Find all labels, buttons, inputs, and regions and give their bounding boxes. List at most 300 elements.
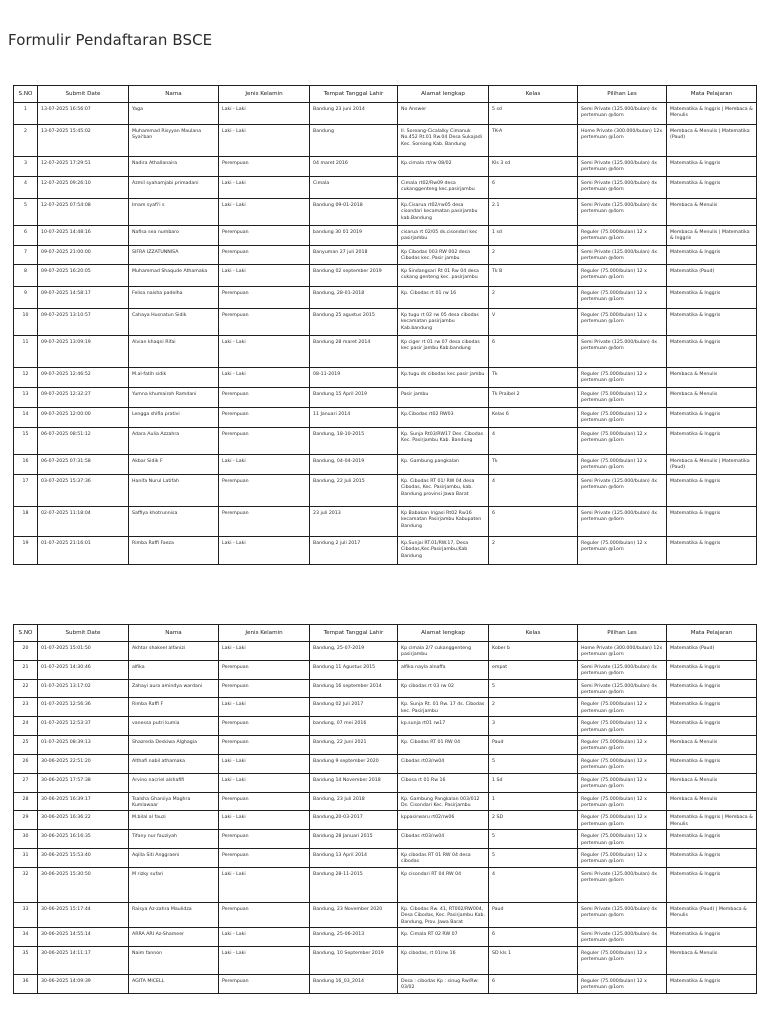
jenis-kelamin-cell: Perempuan — [219, 157, 310, 177]
table-row — [14, 506, 757, 536]
nama-cell: Aqilla Siti Anggraeni — [129, 848, 219, 867]
submit-date-cell: 12-07-2025 09:26:10 — [38, 177, 129, 199]
tempat-tanggal-lahir-cell: Bandung 11 Agustus 2015 — [310, 660, 398, 679]
alamat-cell: No Answer — [398, 103, 489, 125]
mata-pelajaran-cell: Matematika & Inggris — [667, 754, 757, 773]
table-header-row — [14, 625, 757, 642]
table-body — [14, 103, 757, 565]
pilihan-les-cell: Semi Private (125.000/bulan) 4x pertemuan @4orn — [578, 177, 667, 199]
nama-cell: Yaga — [129, 103, 219, 125]
pilihan-les-cell: Reguler (75.000/bulan) 12 x pertemuan @1orn — [578, 387, 667, 407]
alamat-cell: Kp Sindangsari Rt 01 Rw 04 desa cukang genteng kec. pasirjambu — [398, 264, 489, 286]
jenis-kelamin-cell: Laki - Laki — [219, 773, 310, 792]
alamat-cell: Kp Cibodas 003 RW 002 desa Cibodas kec. Pasir jambu — [398, 246, 489, 265]
pilihan-les-cell: Reguler (75.000/bulan) 12 x pertemuan @1orn — [578, 946, 667, 974]
pilihan-les-cell: Reguler (75.000/bulan) 12 x pertemuan @1orn — [578, 407, 667, 427]
pilihan-les-cell: Reguler (75.000/bulan) 12 x pertemuan @1orn — [578, 830, 667, 849]
pilihan-les-cell: Reguler (75.000/bulan) 12 x pertemuan @1orn — [578, 792, 667, 811]
jenis-kelamin-cell: Perempuan — [219, 660, 310, 679]
mata-pelajaran-cell: Matematika (Paud) — [667, 642, 757, 661]
pilihan-les-cell: Semi Private (125.000/bulan) 4x pertemuan @4orn — [578, 902, 667, 927]
header-tempat-tanggal-lahir: Tempat Tanggal Lahir — [310, 625, 398, 642]
pilihan-les-cell: Semi Private (125.000/bulan) 4x pertemuan @4orn — [578, 335, 667, 367]
header-pilihan-les: Pilihan Les — [578, 86, 667, 103]
nama-cell: Althafi nabil athamaka — [129, 754, 219, 773]
tempat-tanggal-lahir-cell: 11 Januari 2014 — [310, 407, 398, 427]
kelas-cell: 5 — [489, 848, 578, 867]
nama-cell: M rizky sufari — [129, 867, 219, 902]
alamat-cell: Cibodas rt03/rw04 — [398, 754, 489, 773]
pilihan-les-cell: Semi Private (125.000/bulan) 4x pertemuan @4orn — [578, 157, 667, 177]
kelas-cell: V — [489, 308, 578, 335]
mata-pelajaran-cell: Matematika & Inggris — [667, 157, 757, 177]
sno-cell: 13 — [14, 387, 38, 407]
nama-cell: Raisya Az-zahra Maulidza — [129, 902, 219, 927]
kelas-cell: 6 — [489, 927, 578, 946]
submit-date-cell: 13-07-2025 16:56:07 — [38, 103, 129, 125]
mata-pelajaran-cell: Matematika & Inggris — [667, 286, 757, 308]
jenis-kelamin-cell: Laki - Laki — [219, 125, 310, 157]
table-row — [14, 927, 757, 946]
tempat-tanggal-lahir-cell: Bandung, 22 Juni 2021 — [310, 736, 398, 755]
kelas-cell: 3 — [489, 717, 578, 736]
submit-date-cell: 09-07-2025 13:10:57 — [38, 308, 129, 335]
sno-cell: 1 — [14, 103, 38, 125]
nama-cell: Lengga shifla prativi — [129, 407, 219, 427]
sno-cell: 12 — [14, 367, 38, 387]
mata-pelajaran-cell: Matematika & Inggris — [667, 717, 757, 736]
table-row — [14, 717, 757, 736]
nama-cell: SIFRA IZZATUNNISA — [129, 246, 219, 265]
sno-cell: 11 — [14, 335, 38, 367]
sno-cell: 17 — [14, 474, 38, 506]
alamat-cell: Kp. Sunja Rt. 01 Rw. 17 ds. Cibodas kec. Pasirjambu — [398, 698, 489, 717]
sno-cell: 25 — [14, 736, 38, 755]
mata-pelajaran-cell: Matematika & Inggris — [667, 974, 757, 993]
alamat-cell: Kp.tugu ds cibodas kec.pasir jambu — [398, 367, 489, 387]
nama-cell: Rimba Raffi F — [129, 698, 219, 717]
tempat-tanggal-lahir-cell: Bandung, 23 Juli 2018 — [310, 792, 398, 811]
jenis-kelamin-cell: Perempuan — [219, 736, 310, 755]
header-pilihan-les: Pilihan Les — [578, 625, 667, 642]
mata-pelajaran-cell: Membaca & Menulis | Matematika (Paud) — [667, 125, 757, 157]
kelas-cell: empat — [489, 660, 578, 679]
table-row — [14, 286, 757, 308]
jenis-kelamin-cell: Laki - Laki — [219, 264, 310, 286]
sno-cell: 4 — [14, 177, 38, 199]
sno-cell: 34 — [14, 927, 38, 946]
submit-date-cell: 01-07-2025 21:16:01 — [38, 536, 129, 564]
table-row — [14, 679, 757, 698]
submit-date-cell: 01-07-2025 08:39:13 — [38, 736, 129, 755]
pilihan-les-cell: Reguler (75.000/bulan) 12 x pertemuan @1orn — [578, 773, 667, 792]
mata-pelajaran-cell: Membaca & Menulis — [667, 367, 757, 387]
table-row — [14, 736, 757, 755]
table-row — [14, 660, 757, 679]
table-row — [14, 264, 757, 286]
alamat-cell: Kp cibodas rt 03 rw 02 — [398, 679, 489, 698]
submit-date-cell: 30-06-2025 14:11:17 — [38, 946, 129, 974]
sno-cell: 8 — [14, 264, 38, 286]
tempat-tanggal-lahir-cell: 23 juli 2013 — [310, 506, 398, 536]
jenis-kelamin-cell: Perempuan — [219, 974, 310, 993]
registration-table-2 — [13, 624, 757, 994]
tempat-tanggal-lahir-cell: Bandung, 25-06-2013 — [310, 927, 398, 946]
sno-cell: 7 — [14, 246, 38, 265]
table-row — [14, 246, 757, 265]
alamat-cell: cisarua rt 02/05 ds.cisondari kec pasirjambu — [398, 226, 489, 246]
alamat-cell: Cibosa rt 01 Rw 16 — [398, 773, 489, 792]
nama-cell: Yumna khumairoh Ramdani — [129, 387, 219, 407]
mata-pelajaran-cell: Matematika & Inggris — [667, 427, 757, 454]
mata-pelajaran-cell: Matematika & Inggris — [667, 698, 757, 717]
mata-pelajaran-cell: Matematika & Inggris — [667, 506, 757, 536]
kelas-cell: TK-A — [489, 125, 578, 157]
sno-cell: 31 — [14, 848, 38, 867]
mata-pelajaran-cell: Matematika & Inggris | Membaca & Menulis — [667, 811, 757, 830]
pilihan-les-cell: Reguler (75.000/bulan) 12 x pertemuan @1orn — [578, 974, 667, 993]
sno-cell: 26 — [14, 754, 38, 773]
table-row — [14, 946, 757, 974]
pilihan-les-cell: Reguler (75.000/bulan) 12 x pertemuan @1orn — [578, 427, 667, 454]
kelas-cell: 2.1 — [489, 199, 578, 226]
tempat-tanggal-lahir-cell: Bandung 09-01-2018 — [310, 199, 398, 226]
mata-pelajaran-cell: Membaca & Menulis — [667, 736, 757, 755]
mata-pelajaran-cell: Matematika & Inggris — [667, 660, 757, 679]
sno-cell: 18 — [14, 506, 38, 536]
table-header-row — [14, 86, 757, 103]
mata-pelajaran-cell: Matematika & Inggris — [667, 246, 757, 265]
jenis-kelamin-cell: Perempuan — [219, 407, 310, 427]
nama-cell: Shazreda Deskiwa Alghagia — [129, 736, 219, 755]
kelas-cell: 5 — [489, 679, 578, 698]
tempat-tanggal-lahir-cell: 08-11-2019 — [310, 367, 398, 387]
kelas-cell: 2 — [489, 286, 578, 308]
table-row — [14, 902, 757, 927]
submit-date-cell: 09-07-2025 12:00:00 — [38, 407, 129, 427]
pilihan-les-cell: Semi Private (125.000/bulan) 4x pertemuan @4orn — [578, 660, 667, 679]
nama-cell: M.bilal al fauzi — [129, 811, 219, 830]
mata-pelajaran-cell: Matematika & Inggris — [667, 474, 757, 506]
pilihan-les-cell: Reguler (75.000/bulan) 12 x pertemuan @1orn — [578, 848, 667, 867]
nama-cell: Akbar Sidik F — [129, 454, 219, 474]
pilihan-les-cell: Home Private (300.000/bulan) 12x pertemuan @1orn — [578, 125, 667, 157]
table-row — [14, 792, 757, 811]
table-row — [14, 811, 757, 830]
mata-pelajaran-cell: Membaca & Menulis — [667, 792, 757, 811]
nama-cell: Adara Aulia Azzahra — [129, 427, 219, 454]
header-alamat: Alamat lengkap — [398, 625, 489, 642]
pilihan-les-cell: Semi Private (125.000/bulan) 4x pertemuan @4orn — [578, 927, 667, 946]
submit-date-cell: 09-07-2025 16:20:05 — [38, 264, 129, 286]
nama-cell: Alvian khaqni Rifai — [129, 335, 219, 367]
sno-cell: 20 — [14, 642, 38, 661]
kelas-cell: Kober b — [489, 642, 578, 661]
nama-cell: ARRA ARI Az-Shameer — [129, 927, 219, 946]
submit-date-cell: 02-07-2025 11:18:04 — [38, 506, 129, 536]
sno-cell: 14 — [14, 407, 38, 427]
mata-pelajaran-cell: Matematika (Paud) | Membaca & Menulis — [667, 902, 757, 927]
jenis-kelamin-cell: Laki - Laki — [219, 867, 310, 902]
kelas-cell: Tk — [489, 367, 578, 387]
kelas-cell: SD kls 1 — [489, 946, 578, 974]
tempat-tanggal-lahir-cell: Bandung, 04-04-2019 — [310, 454, 398, 474]
submit-date-cell: 09-07-2025 14:58:17 — [38, 286, 129, 308]
tempat-tanggal-lahir-cell: Bandung 28 Januari 2015 — [310, 830, 398, 849]
alamat-cell: kppasirwaru rt02/rw06 — [398, 811, 489, 830]
tempat-tanggal-lahir-cell: Bandung, 25-07-2019 — [310, 642, 398, 661]
table-row — [14, 125, 757, 157]
table-row — [14, 226, 757, 246]
jenis-kelamin-cell: Perempuan — [219, 308, 310, 335]
sno-cell: 33 — [14, 902, 38, 927]
mata-pelajaran-cell: Membaca & Menulis | Matematika & Inggris — [667, 226, 757, 246]
submit-date-cell: 30-06-2025 15:30:50 — [38, 867, 129, 902]
kelas-cell: Kelas 6 — [489, 407, 578, 427]
sno-cell: 15 — [14, 427, 38, 454]
alamat-cell: Kp. Cibodas Rw. 41, RT002/RW004, Desa Cibodas, Kec. Pasirjambu Kab. Bandung, Prov. Jawa Barat — [398, 902, 489, 927]
jenis-kelamin-cell: Perempuan — [219, 848, 310, 867]
tempat-tanggal-lahir-cell: bandung, 07 mei 2016 — [310, 717, 398, 736]
tempat-tanggal-lahir-cell: Bandung, 10 September 2019 — [310, 946, 398, 974]
kelas-cell: Tk B — [489, 264, 578, 286]
jenis-kelamin-cell: Laki - Laki — [219, 946, 310, 974]
alamat-cell: Kp tugu rt 02 rw 05 desa cibodas kecamatan pasirjambu Kab.bandung — [398, 308, 489, 335]
header-sno: S.NO — [14, 625, 38, 642]
kelas-cell: Paud — [489, 902, 578, 927]
tempat-tanggal-lahir-cell: Bandung, 23 November 2020 — [310, 902, 398, 927]
alamat-cell: Kp cibodas RT 01 RW 04 desa cibodas — [398, 848, 489, 867]
pilihan-les-cell: Reguler (75.000/bulan) 12 x pertemuan @1orn — [578, 367, 667, 387]
submit-date-cell: 09-07-2025 12:46:52 — [38, 367, 129, 387]
jenis-kelamin-cell: Laki - Laki — [219, 642, 310, 661]
tempat-tanggal-lahir-cell: Bandung, 18-10-2015 — [310, 427, 398, 454]
tempat-tanggal-lahir-cell: Bandung 2 juli 2017 — [310, 536, 398, 564]
submit-date-cell: 30-06-2025 22:51:20 — [38, 754, 129, 773]
mata-pelajaran-cell: Matematika & Inggris — [667, 177, 757, 199]
pilihan-les-cell: Semi Private (125.000/bulan) 4x pertemuan @4orn — [578, 474, 667, 506]
nama-cell: Tsalsha Ghaniiya Maghra Kumlawaar — [129, 792, 219, 811]
pilihan-les-cell: Reguler (75.000/bulan) 12 x pertemuan @1orn — [578, 536, 667, 564]
page-title: Formulir Pendaftaran BSCE — [8, 31, 213, 49]
header-nama: Nama — [129, 86, 219, 103]
alamat-cell: alfika nayla alnaffa — [398, 660, 489, 679]
alamat-cell: Kp.Cisarua rt02/rw05 desa cisondari kecamatan pasirjambu kab.Bandung — [398, 199, 489, 226]
table-row — [14, 830, 757, 849]
table-row — [14, 698, 757, 717]
sno-cell: 21 — [14, 660, 38, 679]
tempat-tanggal-lahir-cell: Banyuman 27 juli 2018 — [310, 246, 398, 265]
table-row — [14, 848, 757, 867]
table-row — [14, 367, 757, 387]
nama-cell: alfika — [129, 660, 219, 679]
tempat-tanggal-lahir-cell: Bandung, 28-01-2018 — [310, 286, 398, 308]
submit-date-cell: 30-06-2025 17:57:38 — [38, 773, 129, 792]
sno-cell: 22 — [14, 679, 38, 698]
tempat-tanggal-lahir-cell: Bandung 28 maret 2014 — [310, 335, 398, 367]
pilihan-les-cell: Semi Private (125.000/bulan) 4x pertemuan @4orn — [578, 103, 667, 125]
jenis-kelamin-cell: Perempuan — [219, 286, 310, 308]
sno-cell: 2 — [14, 125, 38, 157]
alamat-cell: Il. Soreang-Cicalalky Cimanuk No.452 Rt.01 Rw.04 Desa Sukajadi Kec. Soreang Kab. Bandung — [398, 125, 489, 157]
mata-pelajaran-cell: Matematika & Inggris | Membaca & Menulis — [667, 103, 757, 125]
kelas-cell: 6 — [489, 335, 578, 367]
sno-cell: 19 — [14, 536, 38, 564]
mata-pelajaran-cell: Membaca & Menulis — [667, 773, 757, 792]
nama-cell: Nadira Athallanaira — [129, 157, 219, 177]
kelas-cell: 4 — [489, 867, 578, 902]
submit-date-cell: 30-06-2025 16:16:35 — [38, 830, 129, 849]
tempat-tanggal-lahir-cell: Bandung 16_03_2014 — [310, 974, 398, 993]
alamat-cell: Kp. Cibodas rt 01 rw 16 — [398, 286, 489, 308]
mata-pelajaran-cell: Membaca & Menulis | Matematika (Paud) — [667, 454, 757, 474]
sno-cell: 23 — [14, 698, 38, 717]
nama-cell: vanessa putri kumia — [129, 717, 219, 736]
kelas-cell: 2 — [489, 698, 578, 717]
jenis-kelamin-cell: Perempuan — [219, 717, 310, 736]
jenis-kelamin-cell: Perempuan — [219, 679, 310, 698]
tempat-tanggal-lahir-cell: Bandung 23 juni 2014 — [310, 103, 398, 125]
jenis-kelamin-cell: Perempuan — [219, 506, 310, 536]
nama-cell: Saffiya khotrunnisa — [129, 506, 219, 536]
alamat-cell: Cimala rt02/Rw09 desa cukanggenteng kec.pasirjambu — [398, 177, 489, 199]
sno-cell: 16 — [14, 454, 38, 474]
kelas-cell: Kls 3 sd — [489, 157, 578, 177]
mata-pelajaran-cell: Matematika & Inggris — [667, 308, 757, 335]
pilihan-les-cell: Reguler (75.000/bulan) 12 x pertemuan @1orn — [578, 811, 667, 830]
jenis-kelamin-cell: Laki - Laki — [219, 177, 310, 199]
sno-cell: 24 — [14, 717, 38, 736]
alamat-cell: Kp. Cibodas RT 01 RW 04 — [398, 736, 489, 755]
pilihan-les-cell: Reguler (75.000/bulan) 12 x pertemuan @1orn — [578, 308, 667, 335]
jenis-kelamin-cell: Perempuan — [219, 427, 310, 454]
table-row — [14, 454, 757, 474]
kelas-cell: Paud — [489, 736, 578, 755]
alamat-cell: Kp cibodas, rt 01/rw 16 — [398, 946, 489, 974]
jenis-kelamin-cell: Laki - Laki — [219, 367, 310, 387]
submit-date-cell: 01-07-2025 13:17:02 — [38, 679, 129, 698]
submit-date-cell: 10-07-2025 14:48:16 — [38, 226, 129, 246]
nama-cell: Muhammad Risyyan Maulana Syaiʻban — [129, 125, 219, 157]
nama-cell: Zahayi aura amindya wardani — [129, 679, 219, 698]
sno-cell: 30 — [14, 830, 38, 849]
table-row — [14, 103, 757, 125]
table-row — [14, 867, 757, 902]
table-row — [14, 642, 757, 661]
registration-table-1 — [13, 85, 757, 565]
nama-cell: Muhammad Shaqude Athamaka — [129, 264, 219, 286]
submit-date-cell: 09-07-2025 12:32:27 — [38, 387, 129, 407]
submit-date-cell: 06-07-2025 08:51:12 — [38, 427, 129, 454]
header-jenis-kelamin: Jenis Kelamin — [219, 625, 310, 642]
sno-cell: 6 — [14, 226, 38, 246]
pilihan-les-cell: Semi Private (125.000/bulan) 4x pertemuan @4orn — [578, 506, 667, 536]
mata-pelajaran-cell: Matematika & Inggris — [667, 867, 757, 902]
tempat-tanggal-lahir-cell: Bandung — [310, 125, 398, 157]
nama-cell: Imam syafi'i s — [129, 199, 219, 226]
mata-pelajaran-cell: Matematika & Inggris — [667, 830, 757, 849]
submit-date-cell: 01-07-2025 14:30:46 — [38, 660, 129, 679]
table-row — [14, 199, 757, 226]
mata-pelajaran-cell: Matematika (Paud) — [667, 264, 757, 286]
submit-date-cell: 30-06-2025 14:09:39 — [38, 974, 129, 993]
alamat-cell: Kp Babakan Irigasi Rt02 Rw16 kecamatan Pasirjambu Kabupaten Bandung — [398, 506, 489, 536]
header-jenis-kelamin: Jenis Kelamin — [219, 86, 310, 103]
pilihan-les-cell: Reguler (75.000/bulan) 12 x pertemuan @1orn — [578, 717, 667, 736]
kelas-cell: 1 Sd — [489, 773, 578, 792]
header-kelas: Kelas — [489, 625, 578, 642]
tempat-tanggal-lahir-cell: Bandung 02 Juli 2017 — [310, 698, 398, 717]
pilihan-les-cell: Home Private (300.000/bulan) 12x pertemuan @1orn — [578, 642, 667, 661]
sno-cell: 5 — [14, 199, 38, 226]
alamat-cell: Kp.Cibodas rt02 RW03 — [398, 407, 489, 427]
pilihan-les-cell: Reguler (75.000/bulan) 12 x pertemuan @1orn — [578, 754, 667, 773]
submit-date-cell: 01-07-2025 12:53:37 — [38, 717, 129, 736]
header-mata-pelajaran: Mata Pelajaran — [667, 625, 757, 642]
jenis-kelamin-cell: Perempuan — [219, 792, 310, 811]
nama-cell: Naim fannon — [129, 946, 219, 974]
jenis-kelamin-cell: Laki - Laki — [219, 811, 310, 830]
mata-pelajaran-cell: Matematika & Inggris — [667, 679, 757, 698]
kelas-cell: 6 — [489, 974, 578, 993]
submit-date-cell: 09-07-2025 13:09:19 — [38, 335, 129, 367]
pilihan-les-cell: Reguler (75.000/bulan) 12 x pertemuan @1orn — [578, 264, 667, 286]
submit-date-cell: 30-06-2025 14:55:14 — [38, 927, 129, 946]
table-row — [14, 427, 757, 454]
mata-pelajaran-cell: Membaca & Menulis — [667, 387, 757, 407]
alamat-cell: Kp. Gambung pangkalan — [398, 454, 489, 474]
pilihan-les-cell: Reguler (75.000/bulan) 12 x pertemuan @1orn — [578, 736, 667, 755]
tempat-tanggal-lahir-cell: Bandung 16 september 2014 — [310, 679, 398, 698]
tempat-tanggal-lahir-cell: Cimala — [310, 177, 398, 199]
kelas-cell: 1 sd — [489, 226, 578, 246]
kelas-cell: 2 SD — [489, 811, 578, 830]
alamat-cell: Kp cimala 2/7 cukanggenteng pasirjambu — [398, 642, 489, 661]
submit-date-cell: 09-07-2025 21:00:00 — [38, 246, 129, 265]
sno-cell: 32 — [14, 867, 38, 902]
kelas-cell: 2 — [489, 536, 578, 564]
alamat-cell: Desa : cibodas Kp : sinug Rw/Rw: 03/02 — [398, 974, 489, 993]
alamat-cell: Kp.cimala rt/rw 08/02 — [398, 157, 489, 177]
submit-date-cell: 01-07-2025 15:01:50 — [38, 642, 129, 661]
mata-pelajaran-cell: Matematika & Inggris — [667, 848, 757, 867]
pilihan-les-cell: Reguler (75.000/bulan) 12 x pertemuan @1orn — [578, 286, 667, 308]
submit-date-cell: 12-07-2025 07:54:08 — [38, 199, 129, 226]
jenis-kelamin-cell: Laki - Laki — [219, 454, 310, 474]
jenis-kelamin-cell: Laki - Laki — [219, 335, 310, 367]
alamat-cell: Kp cisondari RT 04 RW 04 — [398, 867, 489, 902]
nama-cell: Hanifa Nurul Latifah — [129, 474, 219, 506]
alamat-cell: Cibodas rt03/rw04 — [398, 830, 489, 849]
table-row — [14, 177, 757, 199]
pilihan-les-cell: Semi Private (125.000/bulan) 4x pertemuan @4orn — [578, 199, 667, 226]
header-submit-date: Submit Date — [38, 625, 129, 642]
alamat-cell: Kp. Cibodas RT 01/ RW 04 desa Cibodas, Kec. Pasirjambu, kab. Bandung provinsi Jawa Barat — [398, 474, 489, 506]
sno-cell: 9 — [14, 286, 38, 308]
jenis-kelamin-cell: Laki - Laki — [219, 927, 310, 946]
nama-cell: Arvino nacriel alshafifi — [129, 773, 219, 792]
header-alamat: Alamat lengkap — [398, 86, 489, 103]
sno-cell: 29 — [14, 811, 38, 830]
tempat-tanggal-lahir-cell: Bandung 28-11-2015 — [310, 867, 398, 902]
tempat-tanggal-lahir-cell: Bandung 15 April 2019 — [310, 387, 398, 407]
sno-cell: 36 — [14, 974, 38, 993]
mata-pelajaran-cell: Matematika & Inggris — [667, 536, 757, 564]
tempat-tanggal-lahir-cell: Bandung, 22 Juli 2015 — [310, 474, 398, 506]
jenis-kelamin-cell: Perempuan — [219, 902, 310, 927]
jenis-kelamin-cell: Perempuan — [219, 387, 310, 407]
kelas-cell: Tk Praibel 2 — [489, 387, 578, 407]
